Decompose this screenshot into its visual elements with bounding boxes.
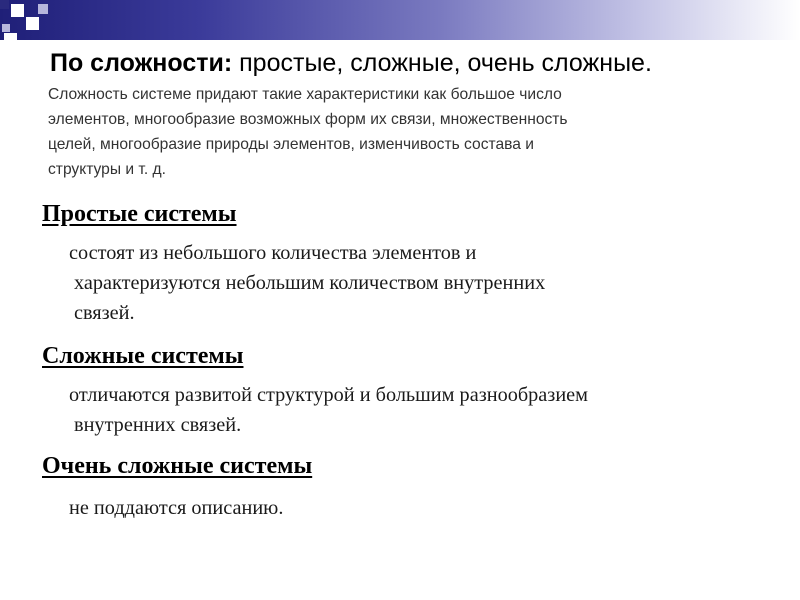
intro-paragraph: [48, 82, 748, 182]
decor-square: [2, 24, 10, 32]
decor-square: [26, 17, 39, 30]
text-line: отличаются развитой структурой и большим разнообразием: [69, 384, 589, 406]
slide-title: [50, 48, 790, 78]
decor-square: [38, 4, 48, 14]
header-gradient-band: [0, 0, 800, 40]
title-rest: простые, сложные, очень сложные.: [232, 49, 652, 77]
text-simple-systems: [69, 238, 769, 328]
title-bold: По сложности:: [50, 49, 233, 77]
intro-line: целей, многообразие природы элементов, изменчивость состава и: [48, 136, 534, 153]
text-line: состоят из небольшого количества элементов и: [69, 242, 477, 264]
text-very-complex-systems: [69, 493, 769, 523]
intro-line: структуры и т. д.: [48, 161, 166, 178]
heading-very-complex-systems: Очень сложные системы: [42, 453, 313, 479]
decor-square: [4, 33, 17, 46]
intro-line: Сложность системе придают такие характеристики как большое число: [48, 86, 562, 103]
text-complex-systems: [69, 380, 769, 440]
decor-square: [11, 4, 24, 17]
text-line: связей.: [74, 302, 135, 324]
text-line: характеризуются небольшим количеством внутренних: [74, 272, 546, 294]
decor-square: [0, 0, 9, 9]
text-line: не поддаются описанию.: [69, 497, 284, 519]
heading-complex-systems: Сложные системы: [42, 343, 244, 369]
intro-line: элементов, многообразие возможных форм их связи, множественность: [48, 111, 568, 128]
text-line: внутренних связей.: [74, 414, 242, 436]
heading-simple-systems: Простые системы: [42, 201, 237, 227]
